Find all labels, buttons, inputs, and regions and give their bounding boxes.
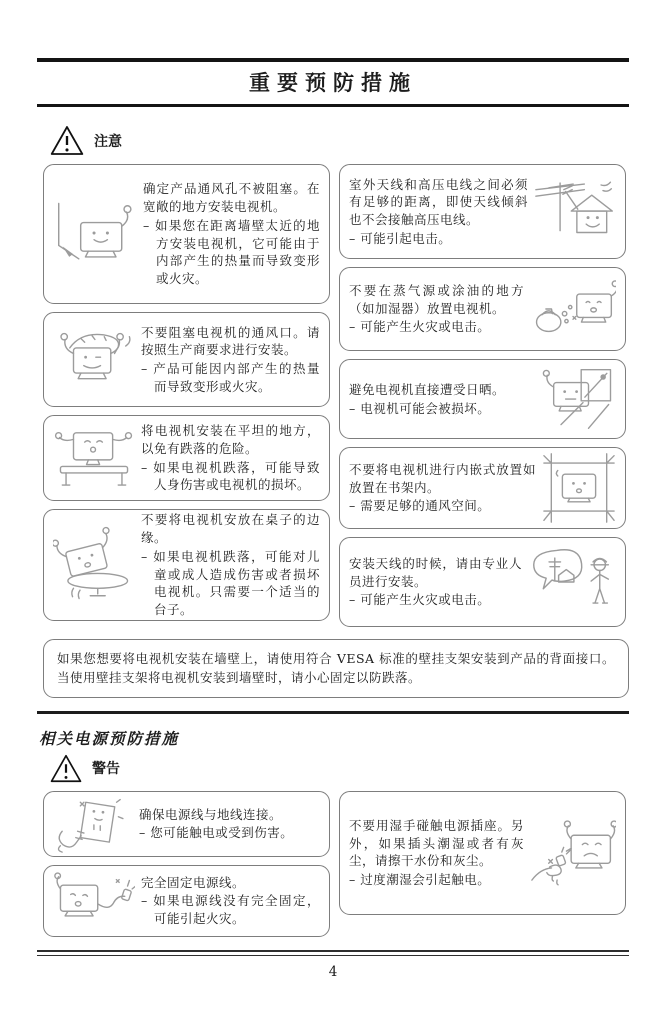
power-section-heading: 相关电源预防措施 [39, 728, 180, 748]
precaution-consequence: – 可能产生火灾或电击。 [349, 319, 491, 335]
precaution-consequence: – 如果电源线没有完全固定，可能引起火灾。 [141, 893, 320, 927]
precaution-text: 完全固定电源线。 [141, 874, 246, 890]
precaution-text: 将电视机安装在平坦的地方，以免有跌落的危险。 [141, 423, 320, 456]
precaution-text: 安装天线的时候，请由专业人员进行安装。 [349, 555, 522, 589]
precaution-text: 不要将电视机进行内嵌式放置如放置在书架内。 [349, 461, 536, 495]
precaution-text: 确保电源线与地线连接。 [139, 806, 283, 822]
precaution-box [43, 509, 330, 621]
power-right-column [339, 791, 626, 937]
warning-triangle-icon [49, 753, 83, 784]
precaution-consequence: – 可能产生火灾或电击。 [349, 592, 491, 608]
caution-right-column [339, 164, 626, 627]
precaution-box [43, 865, 330, 937]
footer-divider [37, 950, 629, 956]
precaution-text: 不要用湿手碰触电源插座。另外，如果插头潮湿或者有灰尘，请擦干水份和灰尘。 [349, 817, 524, 869]
power-grid [43, 791, 629, 937]
warning-header [49, 753, 629, 784]
precaution-box [339, 791, 626, 915]
precaution-box [43, 312, 330, 407]
warning-label: 警告 [92, 761, 120, 778]
precaution-text: 室外天线和高压电线之间必须有足够的距离，即使天线倾斜也不会接触高压电线。 [349, 176, 528, 227]
precaution-box [339, 267, 626, 351]
tv-near-wall-icon [53, 198, 137, 270]
precaution-consequence: – 需要足够的通风空间。 [349, 498, 491, 514]
precaution-consequence: – 过度潮湿会引起触电。 [349, 872, 491, 887]
warning-triangle-icon [49, 124, 85, 157]
precaution-consequence: – 电视机可能会被损坏。 [349, 400, 491, 416]
precaution-box [339, 447, 626, 529]
page-title-block [37, 58, 629, 107]
precaution-box [339, 537, 626, 627]
precaution-box [43, 791, 330, 857]
precaution-text: 确定产品通风孔不被阻塞。在宽敞的地方安装电视机。 [143, 181, 320, 214]
tv-covered-vent-icon [53, 327, 135, 393]
precaution-box [339, 359, 626, 439]
section-divider [37, 711, 629, 714]
precaution-consequence: – 您可能触电或受到伤害。 [139, 825, 294, 841]
precaution-text: 不要阻塞电视机的通风口。请按照生产商要求进行安装。 [141, 324, 320, 358]
power-left-column [43, 791, 330, 937]
caution-left-column [43, 164, 330, 627]
precaution-box [43, 164, 330, 304]
precaution-consequence: – 如果电视机跌落，可能导致人身伤害或电视机的损坏。 [141, 459, 320, 493]
plug-ground-outlet-icon [53, 795, 133, 853]
tv-bookshelf-icon [542, 452, 616, 524]
precaution-consequence: – 产品可能因内部产生的热量而导致变形或火灾。 [141, 361, 320, 394]
caution-label: 注意 [94, 133, 122, 150]
page-number: 4 [328, 963, 338, 980]
tv-loose-cord-icon [53, 872, 135, 930]
precaution-consequence: – 可能引起电击。 [349, 230, 452, 246]
caution-grid [43, 164, 629, 627]
precaution-text: 不要将电视机安放在桌子的边缘。 [141, 512, 320, 545]
vesa-mount-note: 如果您想要将电视机安装在墙壁上，请使用符合 VESA 标准的壁挂支架安装到产品的背面接口。当使用壁挂支架将电视机安装到墙壁时，请小心固定以防跌落。 [43, 639, 629, 698]
wet-hand-plug-icon [530, 818, 616, 888]
tv-table-edge-icon [53, 526, 135, 604]
antenna-power-line-icon [534, 177, 616, 247]
precaution-consequence: – 如果电视机跌落，可能对儿童或成人造成伤害或者损坏电视机。只需要一个适当的台子。 [141, 548, 320, 617]
precaution-text: 不要在蒸气源或涂油的地方（如加湿器）放置电视机。 [349, 282, 524, 316]
precaution-consequence: – 如果您在距离墙壁太近的地方安装电视机，它可能由于内部产生的热量而导致变形或火灾。 [143, 217, 320, 286]
precaution-text: 避免电视机直接遭受日晒。 [349, 381, 506, 397]
precaution-box [339, 164, 626, 259]
tv-on-flat-table-icon [53, 424, 135, 492]
precaution-box [43, 415, 330, 501]
tv-sunlight-icon [528, 366, 616, 432]
antenna-installer-icon [528, 544, 616, 620]
manual-page [0, 58, 666, 980]
humidifier-steam-icon [530, 278, 616, 340]
page-title: 重要预防措施 [249, 71, 417, 95]
caution-header [49, 124, 629, 157]
